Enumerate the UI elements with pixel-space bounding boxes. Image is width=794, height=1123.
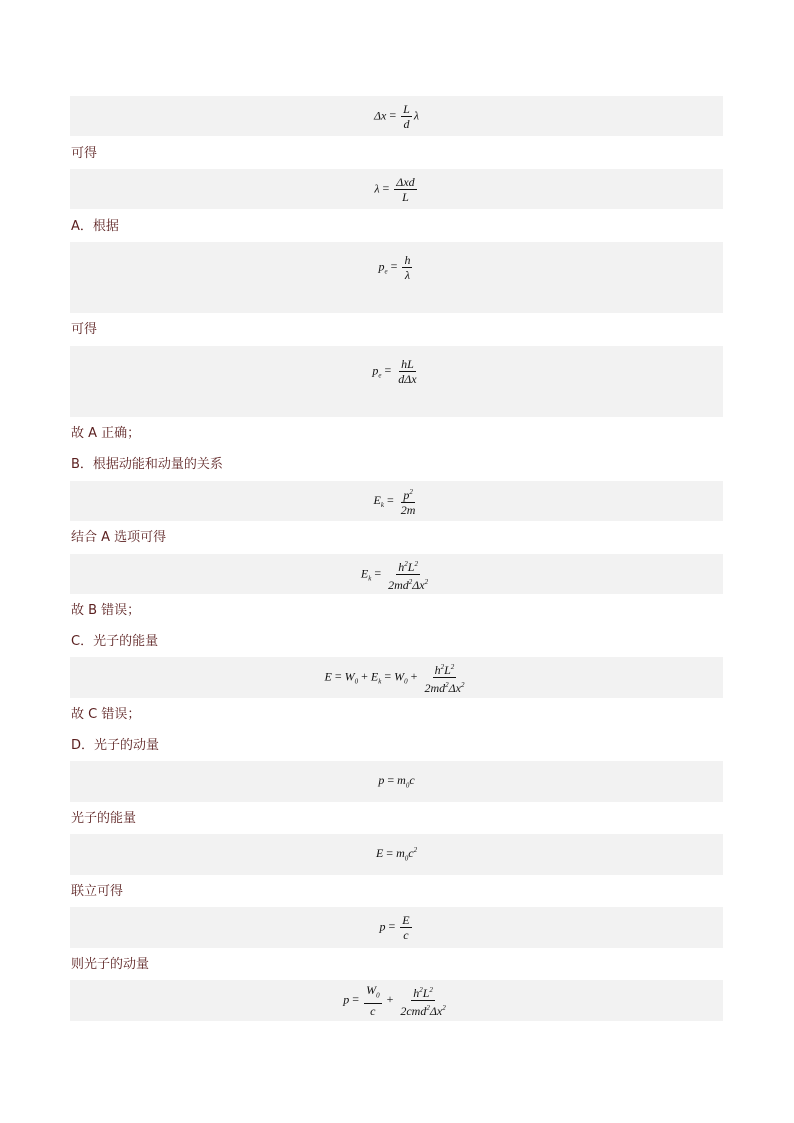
formula-band bbox=[70, 761, 723, 802]
equals-sign: = bbox=[386, 846, 394, 861]
symbol: h bbox=[398, 559, 405, 574]
subscript: e bbox=[384, 267, 388, 276]
formula-band bbox=[70, 346, 723, 417]
equals-sign: = bbox=[387, 492, 394, 507]
formula bbox=[379, 254, 415, 281]
option-d-label: D．光子的动量 bbox=[71, 738, 160, 753]
denominator bbox=[398, 1001, 447, 1017]
formula bbox=[343, 984, 449, 1017]
formula bbox=[374, 176, 418, 203]
subscript: e bbox=[378, 371, 382, 380]
superscript: 2 bbox=[426, 1004, 430, 1012]
numerator bbox=[401, 486, 415, 503]
symbol: E bbox=[370, 669, 379, 684]
paragraph-text: 则光子的动量 bbox=[71, 957, 150, 972]
fraction bbox=[422, 661, 466, 694]
subscript: k bbox=[380, 501, 384, 510]
numerator bbox=[411, 984, 435, 1001]
superscript: 2 bbox=[404, 559, 408, 568]
symbol: m bbox=[396, 846, 405, 861]
fraction bbox=[396, 358, 418, 385]
subscript: k bbox=[378, 677, 382, 686]
numerator bbox=[433, 661, 457, 678]
formula-band bbox=[70, 96, 723, 136]
symbol: L bbox=[407, 559, 415, 574]
denominator bbox=[386, 575, 430, 591]
superscript: 2 bbox=[424, 577, 429, 586]
formula bbox=[376, 846, 417, 862]
symbol: W bbox=[394, 669, 405, 684]
formula-band bbox=[70, 657, 723, 698]
paragraph-text: 结合 A 选项可得 bbox=[71, 530, 167, 545]
equals-sign: = bbox=[390, 259, 398, 274]
formula-band bbox=[70, 554, 723, 594]
symbol: E bbox=[324, 669, 332, 684]
symbol: p bbox=[403, 488, 410, 502]
fraction bbox=[386, 558, 430, 591]
denominator: λ bbox=[404, 268, 411, 282]
superscript: 2 bbox=[409, 488, 413, 496]
subscript: 0 bbox=[404, 854, 409, 863]
equals-sign: = bbox=[374, 565, 382, 580]
superscript: 2 bbox=[450, 663, 455, 671]
option-c-label: C．光子的能量 bbox=[71, 634, 159, 649]
fraction bbox=[401, 103, 412, 130]
symbol: Δx bbox=[373, 107, 387, 122]
numerator: hL bbox=[401, 357, 414, 371]
equals-sign: = bbox=[389, 107, 397, 122]
denominator: 2m bbox=[400, 503, 416, 517]
numerator: h bbox=[404, 253, 411, 267]
formula bbox=[372, 358, 420, 385]
equals-sign: = bbox=[352, 992, 360, 1007]
superscript: 2 bbox=[445, 681, 449, 689]
formula-band bbox=[70, 169, 723, 209]
denominator: d bbox=[403, 116, 410, 131]
subscript: 0 bbox=[376, 991, 380, 1000]
numerator: L bbox=[403, 101, 410, 116]
symbol: W bbox=[344, 669, 355, 684]
subscript: 0 bbox=[354, 677, 359, 686]
formula bbox=[379, 914, 413, 941]
superscript: 2 bbox=[413, 846, 418, 855]
superscript: 2 bbox=[414, 559, 418, 568]
symbol: c bbox=[409, 773, 415, 788]
symbol: W bbox=[366, 983, 377, 998]
option-b-label: B．根据动能和动量的关系 bbox=[71, 457, 223, 472]
symbol: p bbox=[378, 773, 385, 788]
symbol: λ bbox=[374, 180, 380, 195]
formula-band bbox=[70, 834, 723, 875]
fraction bbox=[394, 176, 416, 203]
paragraph-text: 联立可得 bbox=[71, 884, 124, 899]
superscript: 2 bbox=[429, 986, 433, 994]
superscript: 2 bbox=[460, 681, 465, 689]
symbol: p bbox=[378, 259, 385, 274]
symbol: 2md bbox=[388, 577, 409, 592]
symbol: Δx bbox=[412, 577, 425, 592]
formula-band bbox=[70, 481, 723, 521]
denominator: c bbox=[370, 1003, 376, 1018]
symbol: h bbox=[434, 663, 441, 677]
subscript: 0 bbox=[404, 677, 408, 686]
numerator: E bbox=[402, 913, 410, 927]
denominator: dΔx bbox=[398, 372, 417, 386]
equals-sign: = bbox=[387, 773, 395, 788]
symbol: m bbox=[397, 773, 406, 788]
symbol: Δx bbox=[429, 1004, 443, 1018]
fraction bbox=[400, 914, 411, 941]
formula-band bbox=[70, 242, 723, 313]
symbol: λ bbox=[413, 107, 420, 122]
superscript: 2 bbox=[442, 1004, 446, 1012]
formula bbox=[325, 661, 469, 694]
plus-sign: + bbox=[361, 669, 368, 684]
fraction bbox=[402, 254, 412, 281]
plus-sign: + bbox=[386, 992, 394, 1007]
equals-sign: = bbox=[382, 180, 390, 195]
paragraph-text: 可得 bbox=[71, 322, 98, 337]
numerator: Δxd bbox=[396, 174, 415, 189]
symbol: L bbox=[422, 986, 430, 1000]
symbol: 2cmd bbox=[400, 1004, 427, 1018]
paragraph-text: 故 B 错误； bbox=[71, 603, 141, 618]
paragraph-text: 光子的能量 bbox=[71, 811, 137, 826]
symbol: L bbox=[444, 663, 451, 677]
equals-sign: = bbox=[384, 669, 392, 684]
symbol: p bbox=[343, 992, 350, 1007]
paragraph-text: 故 C 错误； bbox=[71, 707, 141, 722]
symbol: p bbox=[372, 363, 379, 378]
fraction bbox=[398, 984, 447, 1017]
fraction bbox=[364, 984, 382, 1016]
subscript: 0 bbox=[405, 781, 410, 790]
formula-band bbox=[70, 980, 723, 1021]
symbol: c bbox=[408, 846, 414, 861]
symbol: 2md bbox=[424, 681, 446, 695]
equals-sign: = bbox=[384, 363, 392, 378]
numerator bbox=[364, 984, 382, 1003]
formula-band bbox=[70, 907, 723, 948]
superscript: 2 bbox=[440, 663, 445, 671]
numerator bbox=[396, 558, 420, 575]
formula bbox=[361, 558, 432, 591]
denominator: L bbox=[402, 189, 409, 204]
equals-sign: = bbox=[334, 669, 342, 684]
superscript: 2 bbox=[419, 986, 423, 994]
paragraph-text: 可得 bbox=[71, 146, 98, 161]
symbol: E bbox=[360, 565, 369, 580]
formula bbox=[374, 103, 419, 130]
symbol: Δx bbox=[448, 681, 461, 695]
formula bbox=[378, 773, 414, 789]
superscript: 2 bbox=[408, 577, 413, 586]
subscript: k bbox=[368, 574, 372, 583]
denominator bbox=[422, 678, 466, 694]
symbol: h bbox=[413, 986, 420, 1000]
formula bbox=[374, 486, 420, 516]
symbol: E bbox=[375, 846, 384, 861]
symbol: E bbox=[373, 492, 381, 507]
fraction bbox=[399, 486, 418, 516]
plus-sign: + bbox=[410, 669, 418, 684]
symbol: p bbox=[379, 919, 386, 934]
option-a-label: A．根据 bbox=[71, 219, 119, 234]
paragraph-text: 故 A 正确； bbox=[71, 426, 141, 441]
equals-sign: = bbox=[388, 919, 396, 934]
denominator: c bbox=[403, 928, 409, 942]
